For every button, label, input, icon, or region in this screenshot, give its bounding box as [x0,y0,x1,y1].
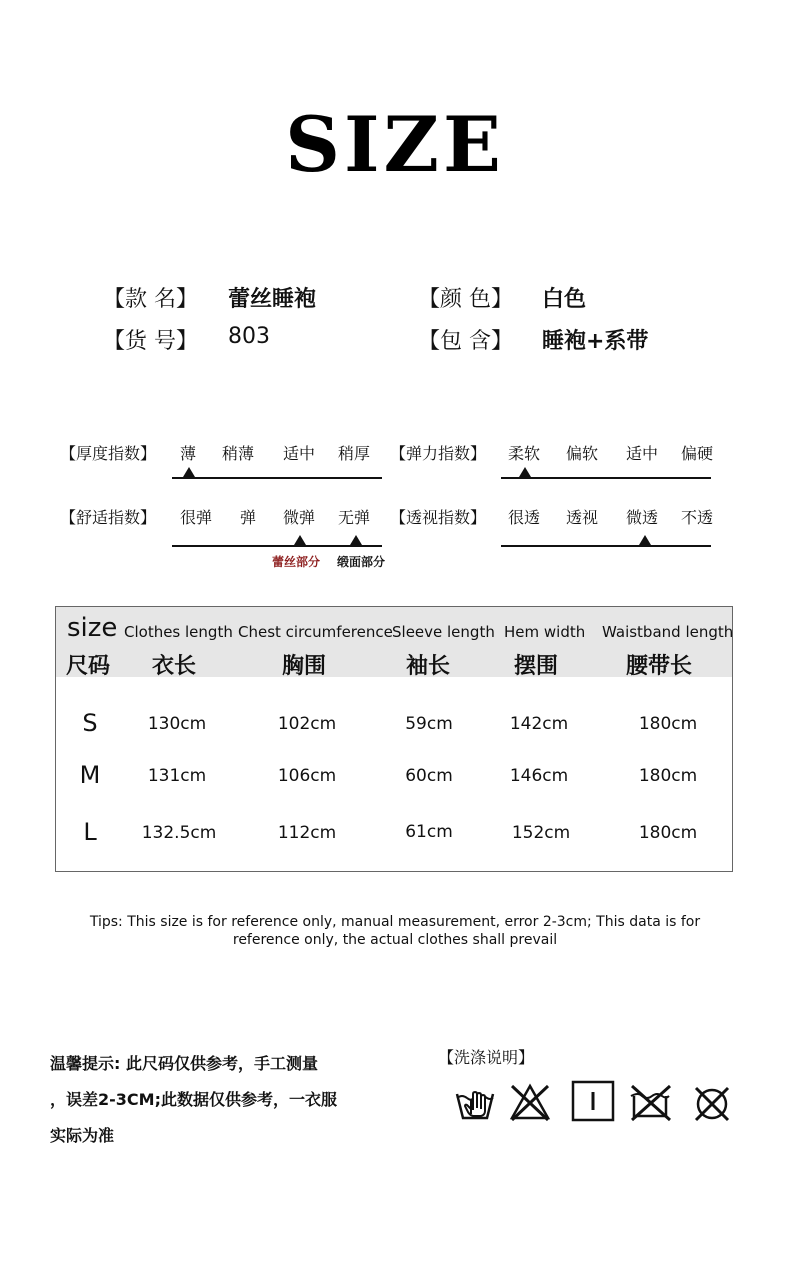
transparency-option: 透视 [566,508,599,527]
table-cell: 60cm [405,766,453,786]
chest-header-en: Chest circumference [238,623,393,641]
thickness-option: 稍厚 [338,444,371,463]
comfort-option: 很弹 [180,508,213,527]
contents-label: 【包 含】 [418,329,513,354]
length-header-cn: 衣长 [152,654,197,679]
chest-header-cn: 胸围 [282,654,327,679]
table-cell: 152cm [511,823,571,843]
tips-note [60,913,730,949]
thickness-label: 【厚度指数】 [60,444,157,463]
name-value: 蕾丝睡袍 [228,287,317,312]
table-cell: 131cm [147,766,207,786]
hem-header-en: Hem width [504,623,586,641]
sleeve-header-en: Sleeve length [392,623,495,641]
table-cell: 142cm [509,714,569,734]
comfort-option: 微弹 [283,508,316,527]
thickness-marker [183,467,195,477]
warm-tip-line: 温馨提示: 此尺码仅供参考，手工测量 [50,1054,318,1073]
table-cell: 180cm [638,714,698,734]
sku-label: 【货 号】 [103,329,198,354]
thickness-scale-line [172,477,382,479]
table-cell: 146cm [509,766,569,786]
name-label: 【款 名】 [103,287,198,312]
elasticity-option: 偏硬 [681,444,714,463]
thickness-option: 适中 [283,444,316,463]
waistband-header-en: Waistband length [602,623,734,641]
no-bleach-icon [508,1080,552,1124]
table-cell: 112cm [277,823,337,843]
elasticity-option: 偏软 [566,444,599,463]
size-header-en: size [67,613,118,643]
size-header-cn: 尺码 [66,654,111,679]
table-cell: 180cm [638,766,698,786]
lace-part-note: 蕾丝部分 [272,555,321,569]
size-table [55,606,733,872]
thickness-option: 稍薄 [222,444,255,463]
transparency-label: 【透视指数】 [390,508,487,527]
warm-tip-line: ，误差2-3CM;此数据仅供参考，一衣服 [50,1090,337,1109]
transparency-option: 很透 [508,508,541,527]
elasticity-option: 适中 [626,444,659,463]
sleeve-header-cn: 袖长 [406,654,451,679]
sku-value: 803 [228,324,270,349]
comfort-option: 弹 [240,508,257,527]
washing-title: 【洗涤说明】 [438,1048,535,1067]
transparency-scale-line [501,545,711,547]
transparency-marker [639,535,651,545]
tips-line: Tips: This size is for reference only, manual measurement, error 2-3cm; This data is for [89,914,701,930]
elasticity-label: 【弹力指数】 [390,444,487,463]
size-table-header [56,607,732,677]
comfort-marker-lace [294,535,306,545]
comfort-scale-line [172,545,382,547]
satin-part-note: 缎面部分 [337,555,386,569]
transparency-option: 不透 [681,508,714,527]
warm-tip-line: 实际为准 [50,1126,115,1145]
comfort-option: 无弹 [338,508,371,527]
elasticity-option: 柔软 [508,444,541,463]
hem-header-cn: 摆围 [514,654,559,679]
table-cell: 61cm [405,822,453,842]
elasticity-scale-line [501,477,711,479]
transparency-option: 微透 [626,508,659,527]
length-header-en: Clothes length [124,623,233,641]
table-row-size: L [83,818,97,846]
color-value: 白色 [542,287,587,312]
no-iron-icon [628,1080,672,1124]
elasticity-marker [519,467,531,477]
tumble-dry-icon [571,1080,615,1124]
table-row-size: M [79,761,101,789]
page-title: SIZE [285,100,505,189]
table-row-size: S [82,709,98,737]
waistband-header-cn: 腰带长 [626,654,693,679]
no-dry-clean-icon [690,1080,734,1124]
hand-wash-icon [453,1080,497,1124]
table-cell: 102cm [277,714,337,734]
table-cell: 59cm [405,714,453,734]
comfort-label: 【舒适指数】 [60,508,157,527]
table-cell: 180cm [638,823,698,843]
thickness-option: 薄 [180,444,197,463]
table-cell: 132.5cm [141,823,217,843]
comfort-marker-satin [350,535,362,545]
tips-line: reference only, the actual clothes shall prevail [232,932,558,948]
contents-value: 睡袍+系带 [542,329,649,354]
color-label: 【颜 色】 [418,287,513,312]
table-cell: 130cm [147,714,207,734]
table-cell: 106cm [277,766,337,786]
